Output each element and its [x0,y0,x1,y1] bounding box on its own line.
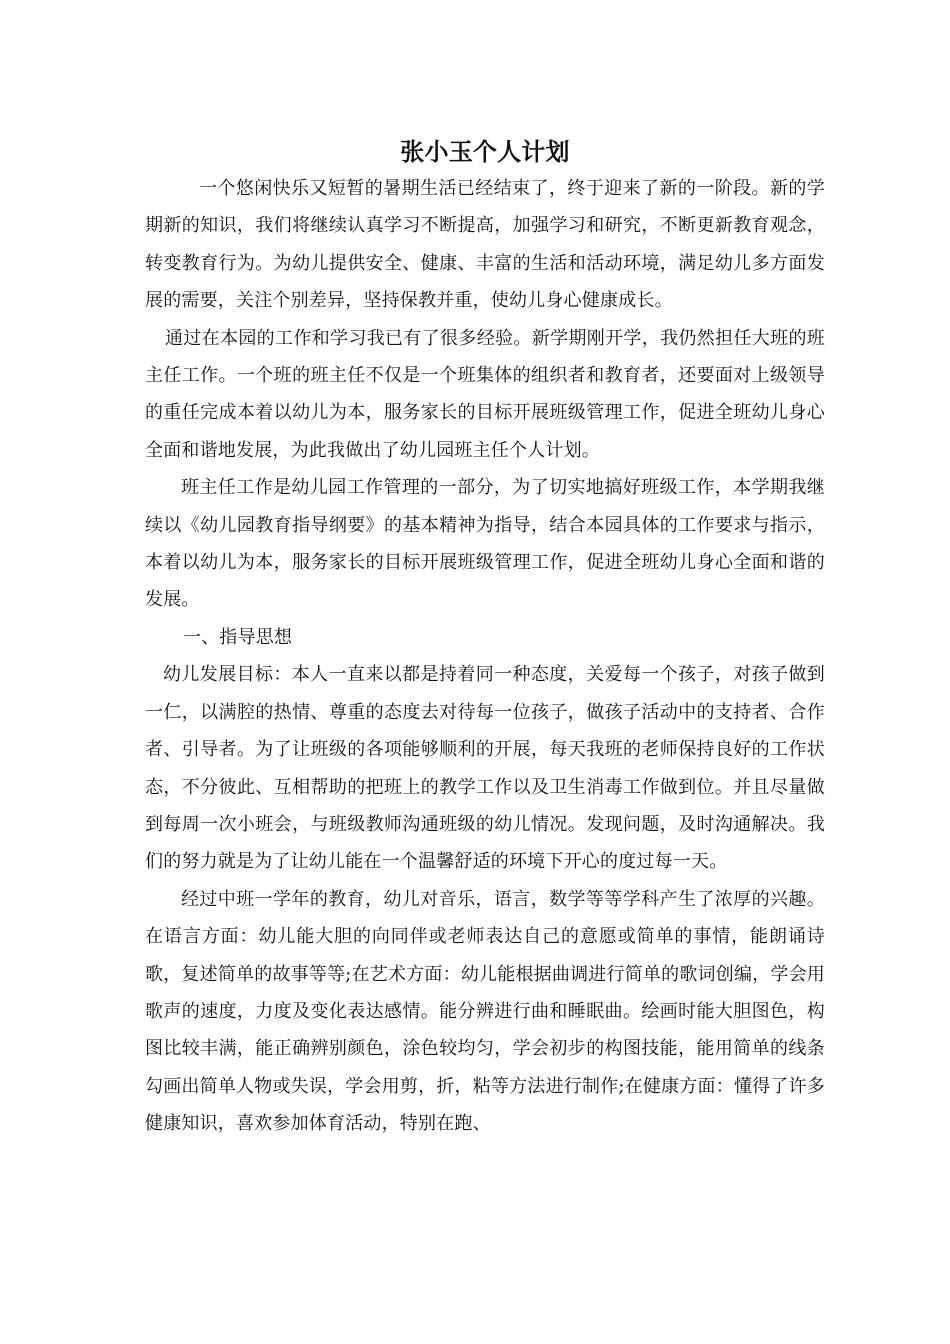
education-results-paragraph: 经过中班一学年的教育，幼儿对音乐，语言，数学等等学科产生了浓厚的兴趣。在语言方面：幼儿能大胆的向同伴或老师表达自己的意愿或简单的事情，能朗诵诗歌，复述简单的故事等等;在艺术方面：幼儿能根据曲调进行简单的歌词创编，学会用歌声的速度，力度及变化表达感情。能分辨进行曲和睡眠曲。绘画时能大胆图色，构图比较丰满，能正确辨别颜色，涂色较均匀，学会初步的构图技能，能用简单的线条勾画出简单人物或失误，学会用剪，折，粘等方法进行制作;在健康方面：懂得了许多健康知识，喜欢参加体育活动，特别在跑、 [145,888,825,1135]
experience-paragraph: 通过在本园的工作和学习我已有了很多经验。新学期刚开学，我仍然担任大班的班主任工作。一个班的班主任不仅是一个班集体的组织者和教育者，还要面对上级领导的重任完成本着以幼儿为本，服务家长的目标开展班级管理工作，促进全班幼儿身心全面和谐地发展，为此我做出了幼儿园班主任个人计划。 [145,327,825,461]
document-body [145,134,825,1143]
section-heading: 一、指导思想 [183,626,293,648]
work-goal-paragraph: 班主任工作是幼儿园工作管理的一部分，为了切实地搞好班级工作，本学期我继续以《幼儿园教育指导纲要》的基本精神为指导，结合本园具体的工作要求与指示，本着以幼儿为本，服务家长的目标开展班级管理工作，促进全班幼儿身心全面和谐的发展。 [145,477,825,611]
development-goal-paragraph: 幼儿发展目标：本人一直来以都是持着同一种态度，关爱每一个孩子，对孩子做到一仁，以满腔的热情、尊重的态度去对待每一位孩子，做孩子活动中的支持者、合作者、引导者。为了让班级的各项能够顺利的开展，每天我班的老师保持良好的工作状态，不分彼此、互相帮助的把班上的教学工作以及卫生消毒工作做到位。并且尽量做到每周一次小班会，与班级教师沟通班级的幼儿情况。发现问题，及时沟通解决。我们的努力就是为了让幼儿能在一个温馨舒适的环境下开心的度过每一天。 [145,664,825,873]
intro-paragraph: 一个悠闲快乐又短暂的暑期生活已经结束了，终于迎来了新的一阶段。新的学期新的知识，我们将继续认真学习不断提高，加强学习和研究，不断更新教育观念，转变教育行为。为幼儿提供安全、健康、丰富的生活和活动环境，满足幼儿多方面发展的需要，关注个别差异，坚持保教并重，使幼儿身心健康成长。 [145,178,825,312]
document-title: 张小玉个人计划 [400,138,570,166]
